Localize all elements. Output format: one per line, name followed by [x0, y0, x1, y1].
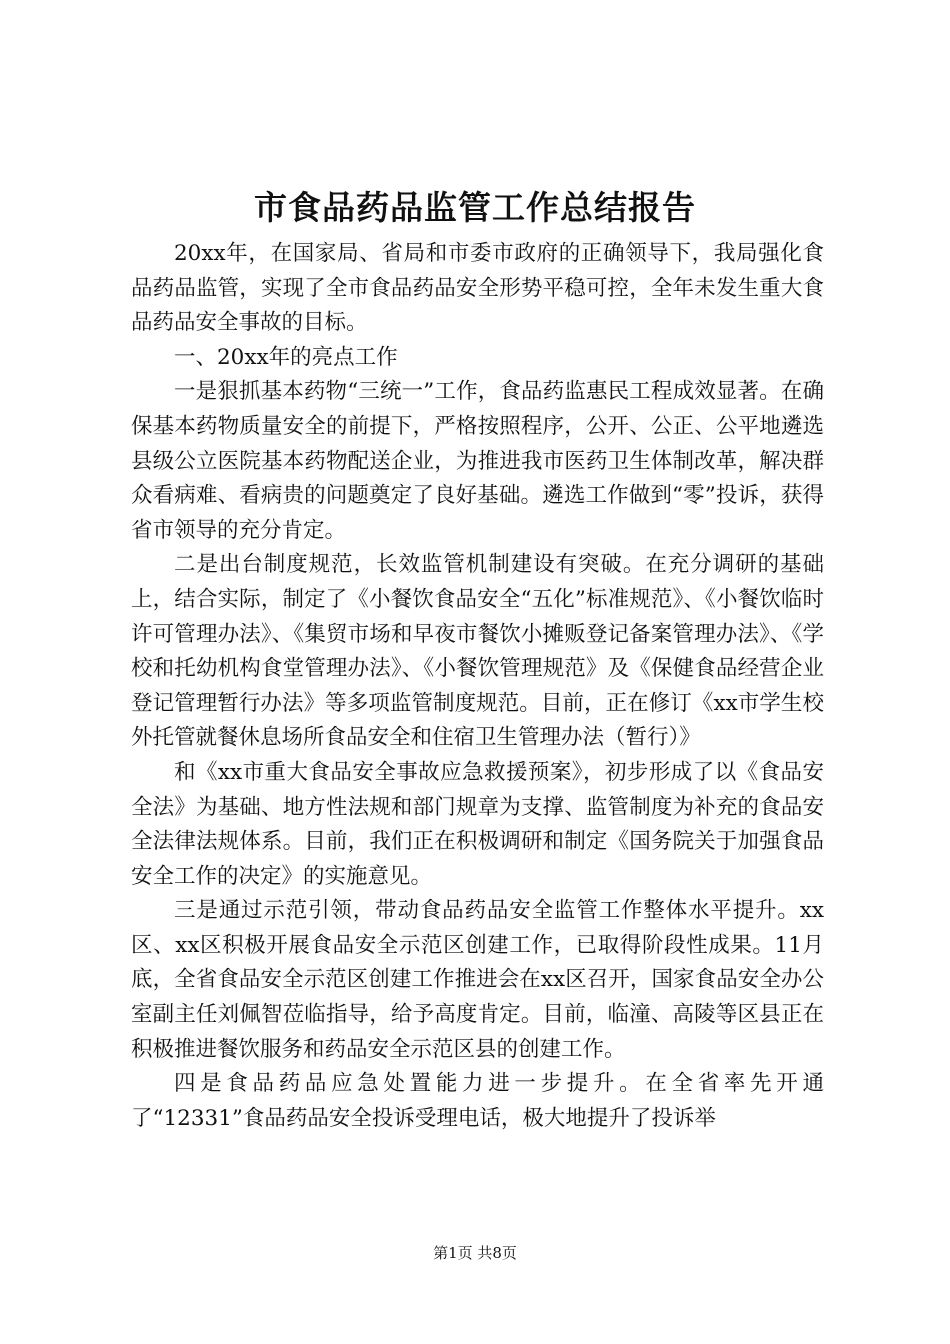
paragraph-point-three: 三是通过示范引领，带动食品药品安全监管工作整体水平提升。xx区、xx区积极开展食品安全示范区创建工作，已取得阶段性成果。11月底，全省食品安全示范区创建工作推进会在xx区召开，国家食品安全办公室副主任刘佩智莅临指导，给予高度肯定。目前，临潼、高陵等区县正在积极推进餐饮服务和药品安全示范区县的创建工作。 [131, 898, 824, 1062]
document-body [131, 237, 824, 1136]
document-title: 市食品药品监管工作总结报告 [254, 188, 696, 227]
paragraph-point-two-continued: 和《xx市重大食品安全事故应急救援预案》，初步形成了以《食品安全法》为基础、地方性法规和部门规章为支撑、监管制度为补充的食品安全法律法规体系。目前，我们正在积极调研和制定《国务院关于加强食品安全工作的决定》的实施意见。 [131, 759, 824, 889]
page-number-footer: 第1页 共8页 [433, 1244, 517, 1262]
paragraph-point-one: 一是狠抓基本药物“三统一”工作，食品药监惠民工程成效显著。在确保基本药物质量安全的前提下，严格按照程序，公开、公正、公平地遴选县级公立医院基本药物配送企业，为推进我市医药卫生体制改革，解决群众看病难、看病贵的问题奠定了良好基础。遴选工作做到“零”投诉，获得省市领导的充分肯定。 [131, 379, 824, 543]
paragraph-point-four: 四是食品药品应急处置能力进一步提升。在全省率先开通了“12331”食品药品安全投诉受理电话，极大地提升了投诉举 [131, 1071, 824, 1131]
section-heading: 一、20xx年的亮点工作 [174, 344, 398, 370]
paragraph-intro: 20xx年，在国家局、省局和市委市政府的正确领导下，我局强化食品药品监管，实现了全市食品药品安全形势平稳可控，全年未发生重大食品药品安全事故的目标。 [131, 241, 824, 336]
paragraph-point-two: 二是出台制度规范，长效监管机制建设有突破。在充分调研的基础上，结合实际，制定了《小餐饮食品安全“五化”标准规范》、《小餐饮临时许可管理办法》、《集贸市场和早夜市餐饮小摊贩登记备案管理办法》、《学校和托幼机构食堂管理办法》、《小餐饮管理规范》及《保健食品经营企业登记管理暂行办法》等多项监管制度规范。目前，正在修订《xx市学生校外托管就餐休息场所食品安全和住宿卫生管理办法（暂行）》 [131, 552, 824, 751]
